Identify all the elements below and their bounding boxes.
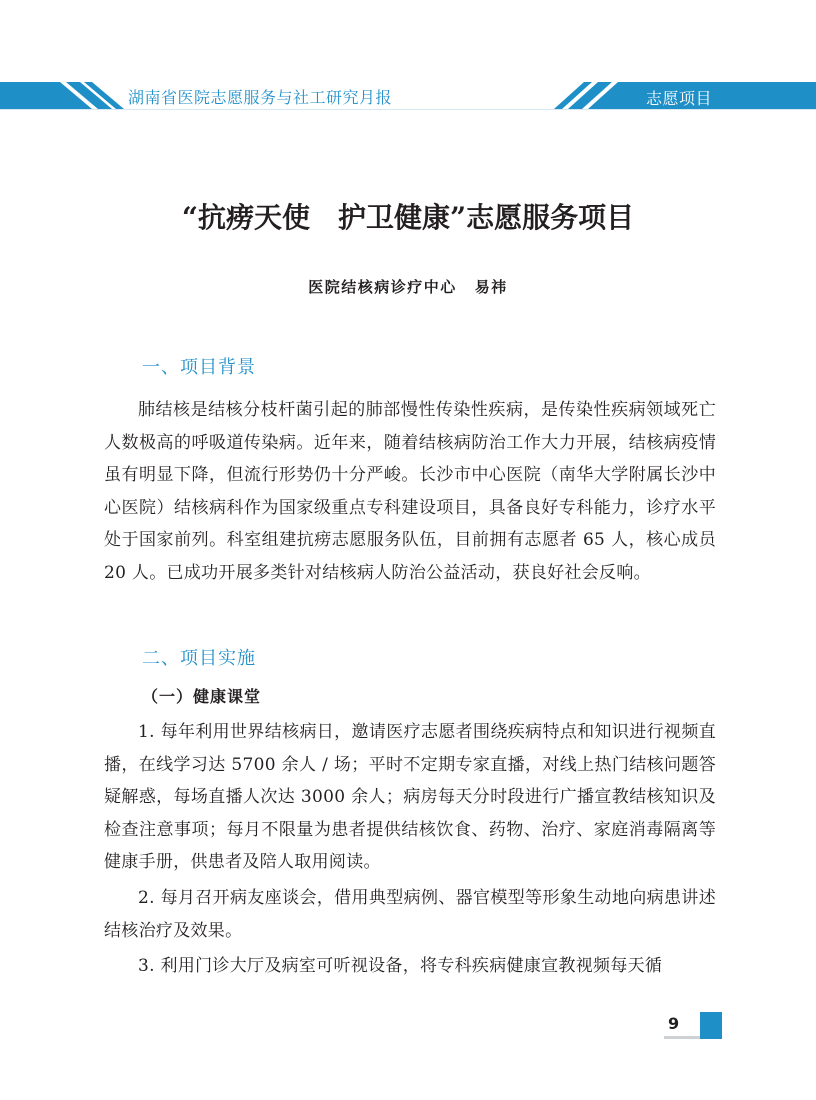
paragraph-item-2: 2. 每月召开病友座谈会，借用典型病例、器官模型等形象生动地向病患讲述结核治疗及效果。 xyxy=(104,888,716,941)
department: 医院结核病诊疗中心 xyxy=(308,278,457,296)
paragraph-background: 肺结核是结核分枝杆菌引起的肺部慢性传染性疾病，是传染性疾病领域死亡人数极高的呼吸道传染病。近年来，随着结核病防治工作大力开展，结核病疫情虽有明显下降，但流行形势仍十分严峻。长沙市中心医院（南华大学附属长沙中心医院）结核病科作为国家级重点专科建设项目，具备良好专科能力，诊疗水平处于国家前列。科室组建抗痨志愿服务队伍，目前拥有志愿者 65 人，核心成员 20 人。已成功开展多类针对结核病人防治公益活动，获良好社会反响。 xyxy=(104,400,716,583)
byline xyxy=(0,276,816,297)
paragraph-item-1: 1. 每年利用世界结核病日，邀请医疗志愿者围绕疾病特点和知识进行视频直播，在线学习达 5700 余人 / 场；平时不定期专家直播，对线上热门结核问题答疑解惑，每场直播人次达 3000 余人；病房每天分时段进行广播宣教结核知识及检查注意事项；每月不限量为患者提供结核饮食、药物、治疗、家庭消毒隔离等健康手册，供患者及陪人取用阅读。 xyxy=(104,722,716,872)
page-number: 9 xyxy=(668,1014,680,1033)
journal-title: 湖南省医院志愿服务与社工研究月报 xyxy=(128,88,393,107)
page-number-rule xyxy=(664,1036,700,1039)
section-tag: 志愿项目 xyxy=(646,89,713,108)
author: 易祎 xyxy=(474,278,508,296)
article-title: “抗痨天使 护卫健康”志愿服务项目 xyxy=(181,201,635,234)
section-heading-implementation: 二、项目实施 xyxy=(142,648,256,669)
sub-heading-health-class: （一）健康课堂 xyxy=(142,687,262,706)
paragraph-item-3: 3. 利用门诊大厅及病室可听视设备，将专科疾病健康宣教视频每天循 xyxy=(138,956,663,976)
section-heading-background: 一、项目背景 xyxy=(142,357,256,378)
page-number-block xyxy=(700,1012,722,1039)
